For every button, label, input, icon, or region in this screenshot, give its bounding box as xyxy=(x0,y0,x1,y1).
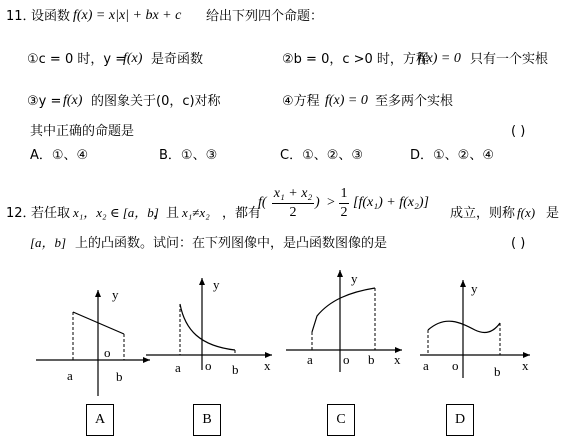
graph-b-curve xyxy=(180,304,235,350)
graph-c-a-label: a xyxy=(307,352,313,367)
graph-d-origin: o xyxy=(452,358,459,373)
graph-b-b-label: b xyxy=(232,362,239,377)
graph-b xyxy=(146,277,272,377)
graph-d-y-label: y xyxy=(471,281,478,296)
q12-interval: [a，b] xyxy=(30,235,67,250)
q11-prompt: 其中正确的命题是 xyxy=(30,124,135,139)
q12-text-a: 若任取 xyxy=(31,206,71,221)
q11-prop4-b: f(x) = 0 xyxy=(325,93,368,108)
graph-d-b-label: b xyxy=(494,364,501,379)
q12-vars: x₁，x₂ ∈ [a，b] xyxy=(73,205,159,220)
q11-prop2-b: f(x) = 0 xyxy=(418,51,461,66)
q11-answer-paren: ( ) xyxy=(511,124,526,139)
formula-numerator: x₁ + x₂ xyxy=(273,186,313,201)
formula-denominator: 2 xyxy=(289,205,297,220)
graph-a xyxy=(36,287,150,396)
q12-text-e: 是 xyxy=(546,206,560,221)
graph-c-b-label: b xyxy=(368,352,375,367)
graph-d-a-label: a xyxy=(423,358,429,373)
graph-b-a-label: a xyxy=(175,360,181,375)
q11-prop1-a: ①c = 0 时，y = xyxy=(27,52,127,67)
q11-prop3-c: 的图象关于(0，c)对称 xyxy=(91,94,221,109)
graph-b-option-box[interactable]: B xyxy=(193,404,221,436)
graph-a-origin: o xyxy=(104,345,111,360)
q11-lead: 设函数 xyxy=(31,9,71,24)
graph-d xyxy=(420,280,530,379)
q12-text-d: 成立，则称 xyxy=(450,206,516,221)
q11-prop4-c: 至多两个实根 xyxy=(375,94,454,109)
q11-prop3-b: f(x) xyxy=(63,93,83,108)
q11-prop4-a: ④方程 xyxy=(282,94,320,109)
graph-d-curve xyxy=(428,321,500,332)
formula-close: ) xyxy=(315,195,320,210)
q11-option-d[interactable]: D．①、②、④ xyxy=(410,148,494,163)
q12-text-line2: 上的凸函数。试问：在下列图像中，是凸函数图像的是 xyxy=(75,236,388,251)
graph-b-origin: o xyxy=(205,358,212,373)
q12-text-b: ，且 xyxy=(153,206,180,221)
graph-a-y-label: y xyxy=(112,287,119,302)
q12-fx: f(x) xyxy=(517,205,536,220)
q11-tail: 给出下列四个命题： xyxy=(206,9,324,24)
formula-half-den: 2 xyxy=(340,205,348,220)
graph-c-curve xyxy=(312,288,375,332)
graph-a-a-label: a xyxy=(67,368,73,383)
q11-option-c[interactable]: C．①、②、③ xyxy=(280,148,364,163)
graph-d-x-label: x xyxy=(522,358,529,373)
graph-c-option-box[interactable]: C xyxy=(327,404,355,436)
q11-function: f(x) = x|x| + bx + c xyxy=(73,8,182,23)
formula-f-open: f( xyxy=(258,195,267,210)
q11-prop1-b: f(x) xyxy=(123,51,143,66)
graph-b-x-label: x xyxy=(264,358,271,373)
q12-ineq: x₁≠x₂ xyxy=(182,205,210,220)
graph-d-option-box[interactable]: D xyxy=(446,404,474,436)
q12-text-c: ，都有 xyxy=(222,206,262,221)
q11-option-a[interactable]: A．①、④ xyxy=(30,148,89,163)
graph-c-y-label: y xyxy=(351,271,358,286)
graph-a-b-label: b xyxy=(116,369,123,384)
q12-answer-paren: ( ) xyxy=(511,236,526,251)
graph-b-y-label: y xyxy=(213,277,220,292)
q11-prop1-c: 是奇函数 xyxy=(151,52,204,67)
formula-gt: > xyxy=(327,195,335,210)
q11-prop2-c: 只有一个实根 xyxy=(470,52,549,67)
q11-option-b[interactable]: B．①、③ xyxy=(159,148,218,163)
graph-c-x-label: x xyxy=(394,352,401,367)
graph-a-option-box[interactable]: A xyxy=(86,404,114,436)
formula-rhs: [f(x₁) + f(x₂)] xyxy=(353,195,429,210)
q12-number: 12． xyxy=(6,206,36,221)
graph-c-origin: o xyxy=(343,352,350,367)
formula-half-num: 1 xyxy=(340,186,348,201)
q11-prop3-a: ③y = xyxy=(27,94,62,109)
q11-number: 11． xyxy=(6,9,36,24)
graph-c xyxy=(286,270,402,372)
q11-prop2-a: ②b = 0，c >0 时，方程 xyxy=(282,52,429,67)
